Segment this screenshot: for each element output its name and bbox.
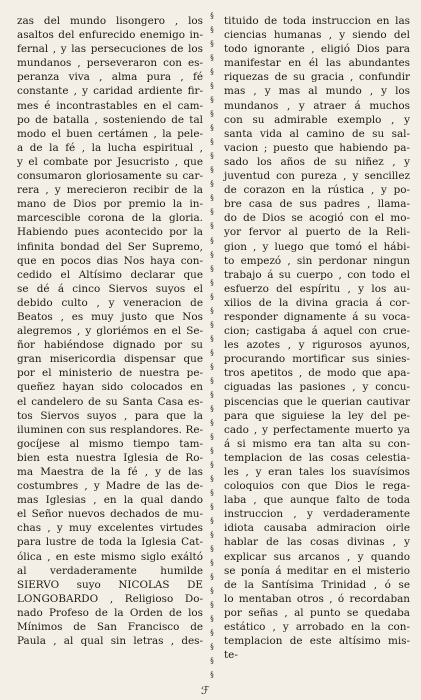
text-line: alegremos , y gloriémos en el Se- bbox=[17, 325, 203, 338]
text-line: ólica , en este mismo siglo exáltó bbox=[17, 550, 203, 563]
text-line: mas Iglesias , en la qual dando bbox=[17, 494, 203, 507]
divider-ornament-glyph: § bbox=[210, 362, 214, 371]
divider-ornament-glyph: § bbox=[210, 348, 214, 357]
divider-ornament-glyph: § bbox=[210, 222, 214, 231]
text-line: debido culto , y veneracion de bbox=[17, 296, 203, 309]
text-line: po de batalla , sosteniendo de tal bbox=[17, 113, 203, 126]
text-line: y el combate por Jesucristo , que bbox=[17, 155, 203, 168]
text-line: piscencias que le querian cautivar bbox=[224, 395, 410, 408]
text-line: tros apetitos , de modo que apa- bbox=[224, 367, 410, 380]
divider-ornament-glyph: § bbox=[210, 643, 214, 652]
text-line: fernal , y las persecuciones de los bbox=[17, 43, 203, 56]
column-divider-ornament bbox=[203, 12, 221, 680]
divider-ornament-glyph: § bbox=[210, 334, 214, 343]
text-line: mas , y mas al mundo , y los bbox=[224, 85, 410, 98]
text-line: LONGOBARDO , Religioso Do- bbox=[17, 592, 203, 605]
divider-ornament-glyph: § bbox=[210, 615, 214, 624]
text-line: todo ignorante , eligió Dios para bbox=[224, 43, 410, 56]
text-line: á si mismo era tan alta su con- bbox=[224, 437, 410, 450]
divider-ornament-glyph: § bbox=[210, 264, 214, 273]
divider-ornament-glyph: § bbox=[210, 545, 214, 554]
text-line: laba , que aunque falto de toda bbox=[224, 494, 410, 507]
text-line: el candelero de su Santa Casa es- bbox=[17, 395, 203, 408]
divider-ornament-glyph: § bbox=[210, 657, 214, 666]
text-line: templacion de las cosas celestia- bbox=[224, 451, 410, 464]
text-line: juventud con pureza , y sencillez bbox=[224, 170, 410, 183]
divider-ornament-glyph: § bbox=[210, 559, 214, 568]
text-line: mano de Dios por premio la in- bbox=[17, 198, 203, 211]
divider-ornament-glyph: § bbox=[210, 587, 214, 596]
text-line: gion , y luego que tomó el hábi- bbox=[224, 240, 410, 253]
text-line: rera , y merecieron recibir de la bbox=[17, 184, 203, 197]
divider-ornament-glyph: § bbox=[210, 489, 214, 498]
text-line: explicar sus arcanos , y quando bbox=[224, 550, 410, 563]
text-line: por el ministerio de nuestra pe- bbox=[17, 367, 203, 380]
text-line: iluminen con sus resplandores. Re- bbox=[17, 423, 203, 436]
text-line: constante , y caridad ardiente fir- bbox=[17, 85, 203, 98]
text-line: do de Dios se acogió con el mo- bbox=[224, 212, 410, 225]
text-line: el Señor nuevos dechados de mu- bbox=[17, 508, 203, 521]
text-line: cado , y perfectamente muerto ya bbox=[224, 423, 410, 436]
divider-ornament-glyph: § bbox=[210, 250, 214, 259]
text-line: cion; castigaba á aquel con crue- bbox=[224, 325, 410, 338]
text-line: to empezó , sin perdonar ningun bbox=[224, 254, 410, 267]
divider-ornament-glyph: § bbox=[210, 152, 214, 161]
divider-ornament-glyph: § bbox=[210, 138, 214, 147]
divider-ornament-glyph: § bbox=[210, 96, 214, 105]
divider-ornament-glyph: § bbox=[210, 475, 214, 484]
text-line: mes é incontrastables en el cam- bbox=[17, 99, 203, 112]
text-line: infinita bondad del Ser Supremo, bbox=[17, 240, 203, 253]
divider-ornament-glyph: § bbox=[210, 208, 214, 217]
divider-ornament-glyph: § bbox=[210, 461, 214, 469]
divider-ornament-glyph: § bbox=[210, 432, 214, 441]
divider-ornament-glyph: § bbox=[210, 376, 214, 385]
text-line: sado los años de su niñez , y bbox=[224, 155, 410, 168]
divider-ornament-glyph: § bbox=[210, 671, 214, 680]
divider-ornament-glyph: § bbox=[210, 320, 214, 329]
text-line: al verdaderamente humilde bbox=[17, 564, 203, 577]
text-line: trabajo á su cuerpo , con todo el bbox=[224, 268, 410, 281]
text-line: a de la fé , la lucha espiritual , bbox=[17, 141, 203, 154]
text-line: santa vida al camino de su sal- bbox=[224, 127, 410, 140]
divider-ornament-glyph: § bbox=[210, 110, 214, 119]
text-line: tos Siervos suyos , para que la bbox=[17, 409, 203, 422]
text-line: tituido de toda instruccion en las bbox=[224, 15, 410, 27]
text-line: que en pocos dias Nos haya con- bbox=[17, 254, 203, 267]
text-line: mundanos , y atraer á muchos bbox=[224, 99, 410, 112]
text-line: chas , y muy excelentes virtudes bbox=[17, 522, 203, 535]
text-line: zas del mundo lisongero , los bbox=[17, 15, 203, 27]
text-line: responder dignamente á su voca- bbox=[224, 310, 410, 323]
text-line: manifestar en él las abundantes bbox=[224, 57, 410, 70]
text-line: para lustre de toda la Iglesia Cat- bbox=[17, 536, 203, 549]
divider-ornament-glyph: § bbox=[210, 629, 214, 638]
left-text-column bbox=[17, 14, 203, 648]
divider-ornament-glyph: § bbox=[210, 26, 214, 35]
divider-ornament-glyph: § bbox=[210, 124, 214, 133]
divider-ornament-glyph: § bbox=[210, 68, 214, 77]
text-line: para que siguiese la ley del pe- bbox=[224, 409, 410, 422]
text-line: Habiendo pues acontecido por la bbox=[17, 226, 203, 239]
text-line: costumbres , y Madre de las de- bbox=[17, 480, 203, 493]
text-line: bre casa de sus padres , llama- bbox=[224, 198, 410, 211]
text-line: vacion ; puesto que habiendo pa- bbox=[224, 141, 410, 154]
text-line: les azotes , y rigurosos ayunos, bbox=[224, 339, 410, 352]
divider-ornament-glyph: § bbox=[210, 166, 214, 175]
text-line: lo mentaban otros , ó recordaban bbox=[224, 592, 410, 605]
text-line: xilios de la divina gracia á cor- bbox=[224, 296, 410, 309]
text-line: yor fervor al puerto de la Reli- bbox=[224, 226, 410, 239]
divider-ornament-glyph: § bbox=[210, 82, 214, 91]
text-line: templacion de este altísimo mis- bbox=[224, 635, 410, 648]
text-line: coloquios con que Dios le rega- bbox=[224, 480, 410, 493]
divider-ornament-glyph: § bbox=[210, 236, 214, 245]
text-line: Beatos , es muy justo que Nos bbox=[17, 310, 203, 323]
text-line: Paula , al qual sin letras , des- bbox=[17, 635, 203, 648]
text-line: de corazon en la rústica , y po- bbox=[224, 184, 410, 197]
divider-ornament-glyph: § bbox=[210, 531, 214, 540]
divider-ornament-glyph: § bbox=[210, 573, 214, 582]
text-line: Mínimos de San Francisco de bbox=[17, 621, 203, 634]
right-text-column bbox=[224, 14, 410, 662]
text-line: procurando mortificar sus sinies- bbox=[224, 353, 410, 366]
text-line: peranza viva , alma pura , fé bbox=[17, 71, 203, 84]
text-line: esfuerzo del espíritu , y los au- bbox=[224, 282, 410, 295]
text-line: nado Profeso de la Orden de los bbox=[17, 606, 203, 619]
divider-ornament-glyph: § bbox=[210, 194, 214, 203]
text-line: consumaron gloriosamente su car- bbox=[17, 170, 203, 183]
text-line: de la Santísima Trinidad , ó se bbox=[224, 578, 410, 591]
text-line: gocíjese al mismo tiempo tam- bbox=[17, 437, 203, 450]
text-line: modo el buen certámen , la pele- bbox=[17, 127, 203, 140]
text-line: ciguadas las pasiones , y concu- bbox=[224, 381, 410, 394]
divider-ornament-glyph: § bbox=[210, 446, 214, 455]
divider-ornament-glyph: § bbox=[210, 418, 214, 427]
text-line: se ponía á meditar en el misterio bbox=[224, 564, 410, 577]
text-line: se dé á cinco Siervos suyos el bbox=[17, 282, 203, 295]
divider-ornament-glyph: § bbox=[210, 12, 214, 20]
text-line: con su admirable exemplo , y bbox=[224, 113, 410, 126]
divider-ornament-glyph: § bbox=[210, 517, 214, 526]
text-line: mundanos , perseveraron con es- bbox=[17, 57, 203, 70]
text-line: ñor habiéndose dignado por su bbox=[17, 339, 203, 352]
divider-ornament-glyph: § bbox=[210, 503, 214, 512]
text-line: SIERVO suyo NICOLAS DE bbox=[17, 578, 203, 591]
divider-ornament-glyph: § bbox=[210, 40, 214, 49]
divider-ornament-glyph: § bbox=[210, 601, 214, 610]
divider-ornament-glyph: § bbox=[210, 278, 214, 287]
divider-ornament-glyph: § bbox=[210, 306, 214, 315]
text-line: estático , y arrobado en la con- bbox=[224, 621, 410, 634]
text-line: queñez hayan sido colocados en bbox=[17, 381, 203, 394]
text-line: gran misericordia dispensar que bbox=[17, 353, 203, 366]
text-line: les , y eran tales los suavísimos bbox=[224, 466, 410, 478]
text-line: cedido el Altísimo declarar que bbox=[17, 268, 203, 281]
text-line: te- bbox=[224, 649, 238, 662]
divider-ornament-glyph: § bbox=[210, 180, 214, 189]
text-line: ma Maestra de la fé , y de las bbox=[17, 466, 203, 478]
text-line: por señas , al punto se quedaba bbox=[224, 606, 410, 619]
text-line: ciencias humanas , y siendo del bbox=[224, 29, 410, 42]
text-line: idiota causaba admiracion oirle bbox=[224, 522, 410, 535]
text-line: instruccion , y verdaderamente bbox=[224, 508, 410, 521]
divider-ornament-glyph: § bbox=[210, 404, 214, 413]
text-line: riquezas de su gracia , confundir bbox=[224, 71, 410, 84]
text-line: hablar de las cosas divinas , y bbox=[224, 536, 410, 549]
text-line: bien esta nuestra Iglesia de Ro- bbox=[17, 451, 203, 464]
divider-ornament-glyph: § bbox=[210, 54, 214, 63]
divider-ornament-glyph: § bbox=[210, 292, 214, 301]
divider-ornament-glyph: § bbox=[210, 390, 214, 399]
text-line: asaltos del enfurecido enemigo in- bbox=[17, 29, 203, 42]
text-line: marcescible corona de la gloria. bbox=[17, 212, 203, 225]
footer-ornament: ℱ bbox=[201, 684, 210, 697]
